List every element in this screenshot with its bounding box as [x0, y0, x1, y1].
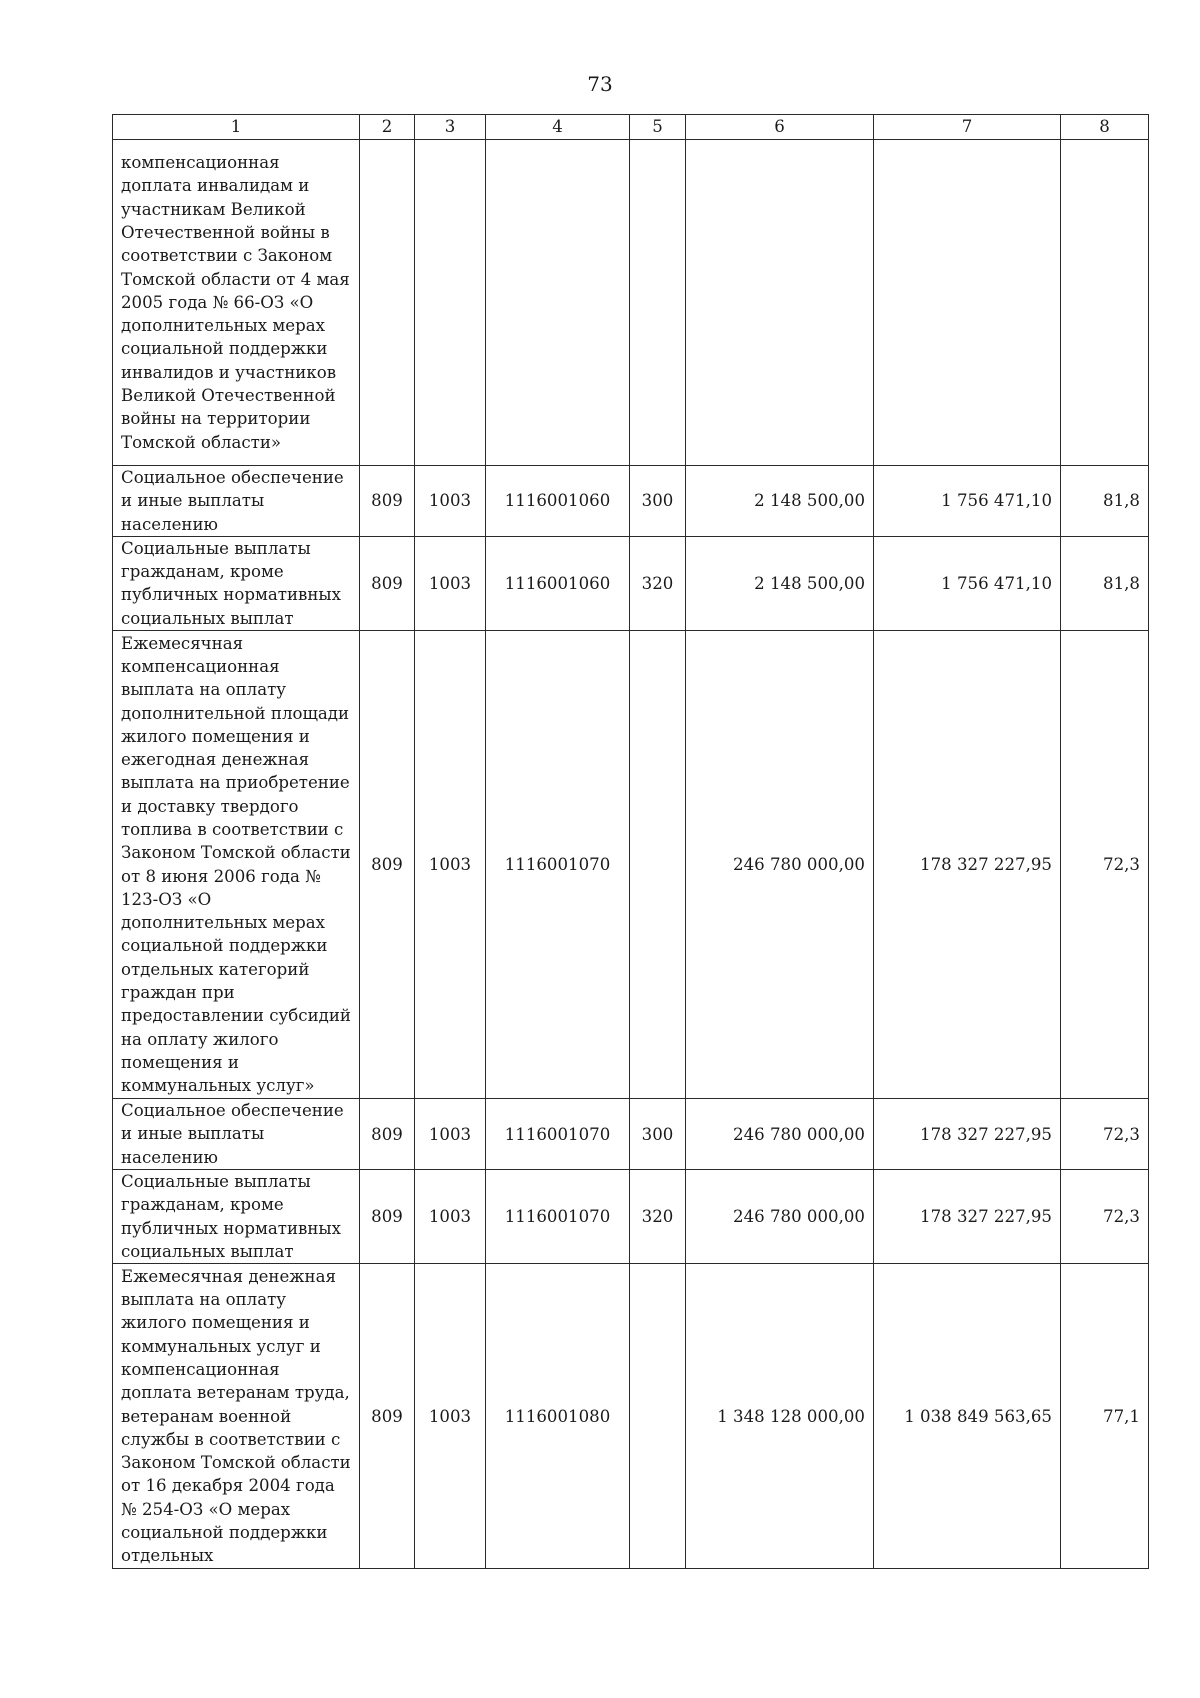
cell-col2: 809 [360, 466, 415, 537]
table-row [113, 1264, 1149, 1569]
table-row [113, 631, 1149, 1099]
cell-col8: 81,8 [1061, 466, 1149, 537]
cell-col5: 300 [630, 1099, 686, 1170]
column-header: 3 [415, 115, 486, 140]
table-row [113, 1169, 1149, 1263]
cell-col6: 1 348 128 000,00 [686, 1264, 874, 1569]
budget-table [112, 114, 1149, 1569]
row-name: Ежемесячная компенсационная выплата на оплату дополнительной площади жилого помещения и ежегодная денежная выплата на приобретение и доставку твердого топлива в соответствии с Законом Томской области от 8 июня 2006 года № 123-ОЗ «О дополнительных мерах социальной поддержки отдельных категорий граждан при предоставлении субсидий на оплату жилого помещения и коммунальных услуг» [113, 631, 360, 1099]
page-number: 73 [587, 72, 613, 96]
cell-col2: 809 [360, 631, 415, 1099]
cell-col3: 1003 [415, 631, 486, 1099]
cell-col7 [874, 140, 1061, 466]
cell-col4: 1116001070 [486, 631, 630, 1099]
cell-col6: 2 148 500,00 [686, 466, 874, 537]
cell-col7: 1 038 849 563,65 [874, 1264, 1061, 1569]
cell-col3: 1003 [415, 466, 486, 537]
cell-col8: 72,3 [1061, 1099, 1149, 1170]
cell-col3: 1003 [415, 1264, 486, 1569]
column-header: 4 [486, 115, 630, 140]
cell-col7: 1 756 471,10 [874, 536, 1061, 630]
row-name: Ежемесячная денежная выплата на оплату жилого помещения и коммунальных услуг и компенсационная доплата ветеранам труда, ветеранам военной службы в соответствии с Законом Томской области от 16 декабря 2004 года № 254-ОЗ «О мерах социальной поддержки отдельных [113, 1264, 360, 1569]
table-row [113, 466, 1149, 537]
cell-col8: 77,1 [1061, 1264, 1149, 1569]
cell-col5: 300 [630, 466, 686, 537]
cell-col8: 72,3 [1061, 1169, 1149, 1263]
column-header: 2 [360, 115, 415, 140]
cell-col5: 320 [630, 536, 686, 630]
header-row [113, 115, 1149, 140]
cell-col2 [360, 140, 415, 466]
table-row [113, 536, 1149, 630]
table-row [113, 1099, 1149, 1170]
cell-col2: 809 [360, 1264, 415, 1569]
cell-col8: 72,3 [1061, 631, 1149, 1099]
cell-col4 [486, 140, 630, 466]
cell-col5 [630, 631, 686, 1099]
cell-col3: 1003 [415, 1169, 486, 1263]
cell-col4: 1116001060 [486, 466, 630, 537]
cell-col6: 246 780 000,00 [686, 1169, 874, 1263]
cell-col6 [686, 140, 874, 466]
cell-col2: 809 [360, 536, 415, 630]
row-name: компенсационная доплата инвалидам и участникам Великой Отечественной войны в соответствии с Законом Томской области от 4 мая 2005 года № 66-ОЗ «О дополнительных мерах социальной поддержки инвалидов и участников Великой Отечественной войны на территории Томской области» [113, 140, 360, 466]
cell-col8 [1061, 140, 1149, 466]
cell-col6: 246 780 000,00 [686, 631, 874, 1099]
cell-col4: 1116001070 [486, 1099, 630, 1170]
row-name: Социальное обеспечение и иные выплаты населению [113, 466, 360, 537]
cell-col4: 1116001070 [486, 1169, 630, 1263]
cell-col7: 1 756 471,10 [874, 466, 1061, 537]
cell-col7: 178 327 227,95 [874, 1099, 1061, 1170]
cell-col2: 809 [360, 1099, 415, 1170]
column-header: 6 [686, 115, 874, 140]
row-name: Социальное обеспечение и иные выплаты населению [113, 1099, 360, 1170]
cell-col4: 1116001060 [486, 536, 630, 630]
table-row [113, 140, 1149, 466]
cell-col7: 178 327 227,95 [874, 1169, 1061, 1263]
column-header: 7 [874, 115, 1061, 140]
column-header: 5 [630, 115, 686, 140]
cell-col6: 246 780 000,00 [686, 1099, 874, 1170]
cell-col2: 809 [360, 1169, 415, 1263]
cell-col5 [630, 1264, 686, 1569]
cell-col5 [630, 140, 686, 466]
cell-col8: 81,8 [1061, 536, 1149, 630]
cell-col3: 1003 [415, 1099, 486, 1170]
cell-col7: 178 327 227,95 [874, 631, 1061, 1099]
cell-col3 [415, 140, 486, 466]
row-name: Социальные выплаты гражданам, кроме публичных нормативных социальных выплат [113, 1169, 360, 1263]
column-header: 1 [113, 115, 360, 140]
cell-col3: 1003 [415, 536, 486, 630]
cell-col5: 320 [630, 1169, 686, 1263]
row-name: Социальные выплаты гражданам, кроме публичных нормативных социальных выплат [113, 536, 360, 630]
column-header: 8 [1061, 115, 1149, 140]
cell-col4: 1116001080 [486, 1264, 630, 1569]
cell-col6: 2 148 500,00 [686, 536, 874, 630]
